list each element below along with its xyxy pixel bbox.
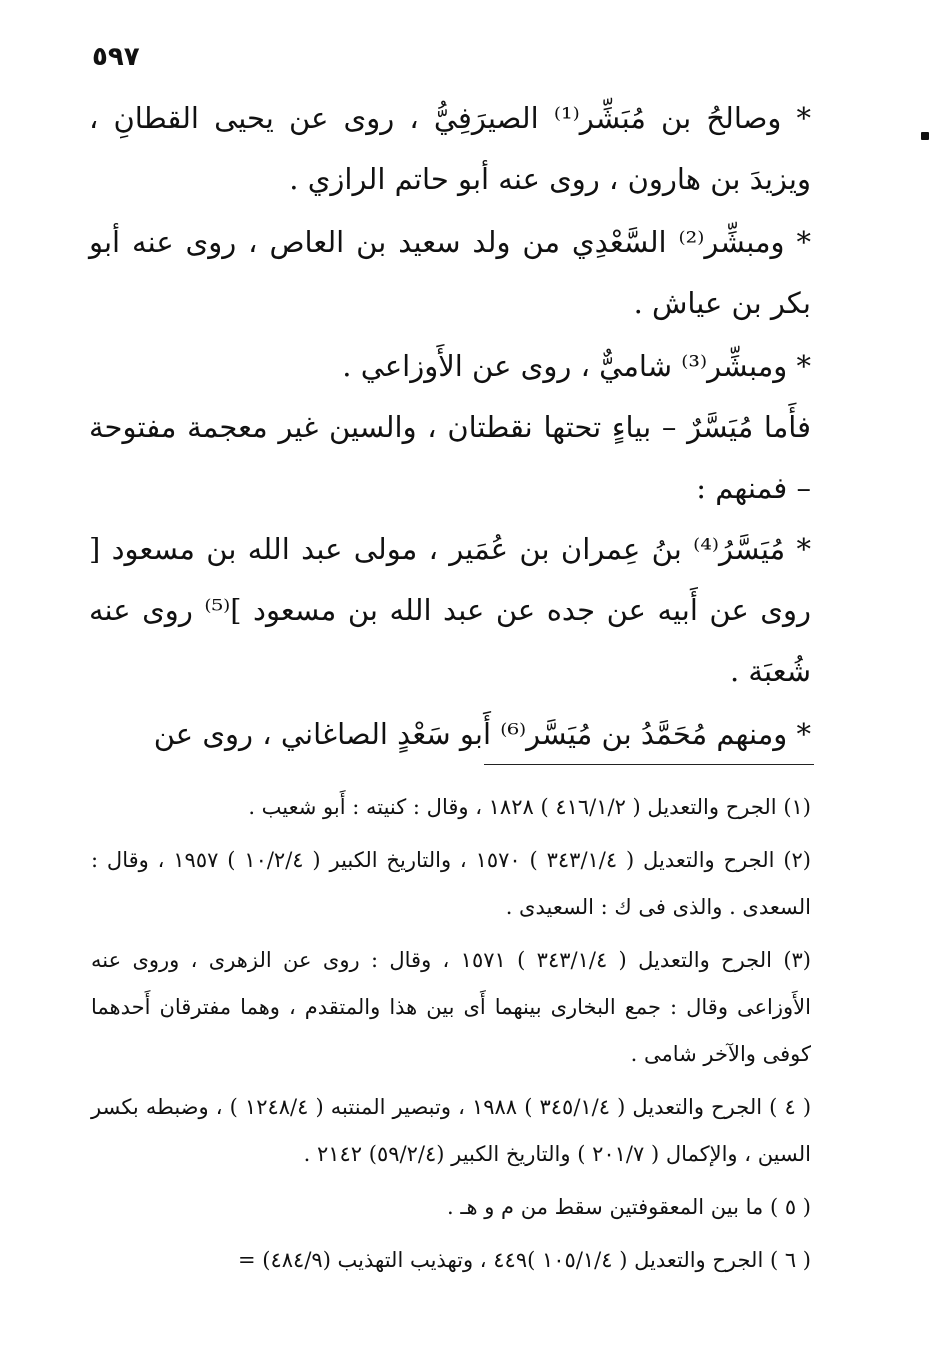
footnote-5: ( ٥ ) ما بين المعقوفتين سقط من م و هـ . — [446, 1195, 811, 1219]
edge-mark — [921, 132, 929, 140]
entry-saleh-bin-mubashir: * وصالحُ بن مُبَشِّر⁽¹⁾ الصيرَفِيُّ ، روى عن يحيى القطانِ ، ويزيدَ بن هارون ، روى عنه أبو حاتم الرازي . — [89, 101, 812, 196]
entry-mubashir-saadi: * ومبشِّر⁽²⁾ السَّعْدِي من ولد سعيد بن العاص ، روى عنه أبو بكر بن عياش . — [89, 225, 811, 320]
footnote-1: (١) الجرح والتعديل ( ٤١٦/١/٢ ) ١٨٢٨ ، وقال : كنيته : أَبو شعيب . — [248, 795, 811, 819]
footnote-4: ( ٤ ) الجرح والتعديل ( ٣٤٥/١/٤ ) ١٩٨٨ ، وتبصير المنتبه ( ١٢٤٨/٤ ) ، وضبطه بكسر السين ، والإكمال ( ٢٠١/٧ ) والتاريخ الكبير (٥٩/٢/٤) ٢١٤٢ . — [91, 1095, 812, 1166]
entry-mayassar-bin-imran: * مُيَسَّرُ⁽⁴⁾ بنُ عِمران بن عُمَير ، مولى عبد الله بن مسعود [ روى عن أَبيه عن جده عن عبد الله بن مسعود ]⁽⁵⁾ روى عنه شُعبَة . — [89, 532, 811, 688]
section-mayassar-heading: فأَما مُيَسَّرٌ – بياءٍ تحتها نقطتان ، والسين غير معجمة مفتوحة – فمنهم : — [89, 410, 811, 505]
footnote-separator — [484, 764, 814, 765]
page-number: ٥٩٧ — [92, 42, 140, 72]
footnote-2: (٢) الجرح والتعديل ( ٣٤٣/١/٤ ) ١٥٧٠ ، والتاريخ الكبير ( ١٠/٢/٤ ) ١٩٥٧ ، وقال : السعدى . والذى فى ك : السعيدى . — [91, 848, 811, 919]
main-text — [89, 88, 811, 765]
entry-mubashir-shami: * ومبشِّر⁽³⁾ شاميٌّ ، روى عن الأَوزاعي . — [342, 349, 811, 383]
footnote-3: (٣) الجرح والتعديل ( ٣٤٣/١/٤ ) ١٥٧١ ، وقال : روى عن الزهرى ، وروى عنه الأَوزاعى وقال : جمع البخارى بينهما أَى بين هذا والمتقدم ، وهما مفترقان أَحدهما كوفى والآخر شامى . — [91, 948, 811, 1066]
entry-muhammad-bin-mayassar: * ومنهم مُحَمَّدُ بن مُيَسَّر⁽⁶⁾ أَبو سَعْدٍ الصاغاني ، روى عن — [153, 717, 811, 751]
footnote-6: ( ٦ ) الجرح والتعديل ( ١٠٥/١/٤ )٤٤٩ ، وتهذيب التهذيب (٤٨٤/٩) = — [238, 1248, 811, 1272]
footnotes — [91, 784, 811, 1284]
